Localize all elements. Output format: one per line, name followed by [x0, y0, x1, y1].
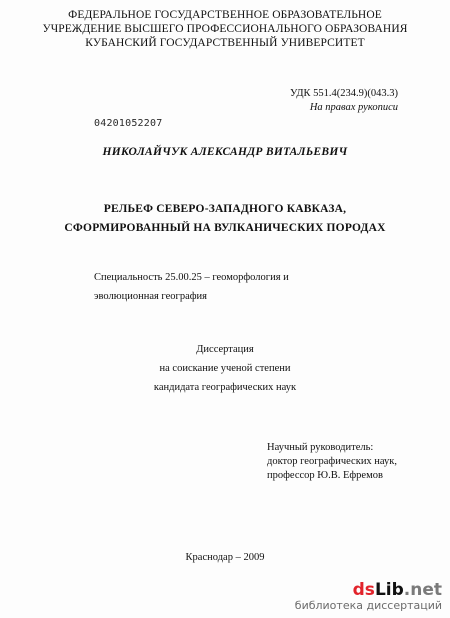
author-name: НИКОЛАЙЧУК АЛЕКСАНДР ВИТАЛЬЕВИЧ	[102, 146, 348, 158]
udc-block	[290, 87, 398, 115]
city-year: Краснодар – 2009	[185, 552, 265, 563]
degree-line-2: на соискание ученой степени	[159, 363, 291, 374]
title-line-1: РЕЛЬЕФ СЕВЕРО-ЗАПАДНОГО КАВКАЗА,	[103, 203, 347, 215]
institution-line-3: КУБАНСКИЙ ГОСУДАРСТВЕННЫЙ УНИВЕРСИТЕТ	[85, 37, 365, 49]
udc-code: УДК 551.4(234.9)(043.3)	[289, 88, 398, 99]
watermark-ds: ds	[352, 580, 375, 600]
specialty-block	[94, 268, 289, 306]
institution-line-1: ФЕДЕРАЛЬНОЕ ГОСУДАРСТВЕННОЕ ОБРАЗОВАТЕЛЬНОЕ	[68, 9, 382, 21]
degree-block	[0, 340, 450, 397]
specialty-line-1: Специальность 25.00.25 – геоморфология и	[94, 272, 289, 283]
degree-line-1: Диссертация	[196, 344, 254, 355]
institution-header	[0, 8, 450, 50]
specialty-line-2: эволюционная география	[94, 291, 207, 302]
degree-line-3: кандидата географических наук	[153, 382, 297, 393]
title-line-2: СФОРМИРОВАННЫЙ НА ВУЛКАНИЧЕСКИХ ПОРОДАХ	[64, 222, 386, 234]
watermark-subtitle: библиотека диссертаций	[294, 599, 442, 612]
advisor-line-2: доктор географических наук,	[267, 456, 398, 467]
watermark-net: .net	[403, 580, 442, 600]
dslib-watermark	[295, 581, 442, 612]
advisor-block	[267, 441, 397, 483]
watermark-lib: Lib	[374, 580, 404, 600]
manuscript-rights: На правах рукописи	[309, 102, 398, 113]
dissertation-title	[0, 200, 450, 238]
institution-line-2: УЧРЕЖДЕНИЕ ВЫСШЕГО ПРОФЕССИОНАЛЬНОГО ОБРАЗОВАНИЯ	[42, 23, 408, 35]
advisor-line-1: Научный руководитель:	[267, 442, 374, 453]
watermark-logo	[295, 581, 442, 599]
library-stamp-number: 04201052207	[94, 118, 163, 129]
advisor-line-3: профессор Ю.В. Ефремов	[267, 470, 383, 481]
